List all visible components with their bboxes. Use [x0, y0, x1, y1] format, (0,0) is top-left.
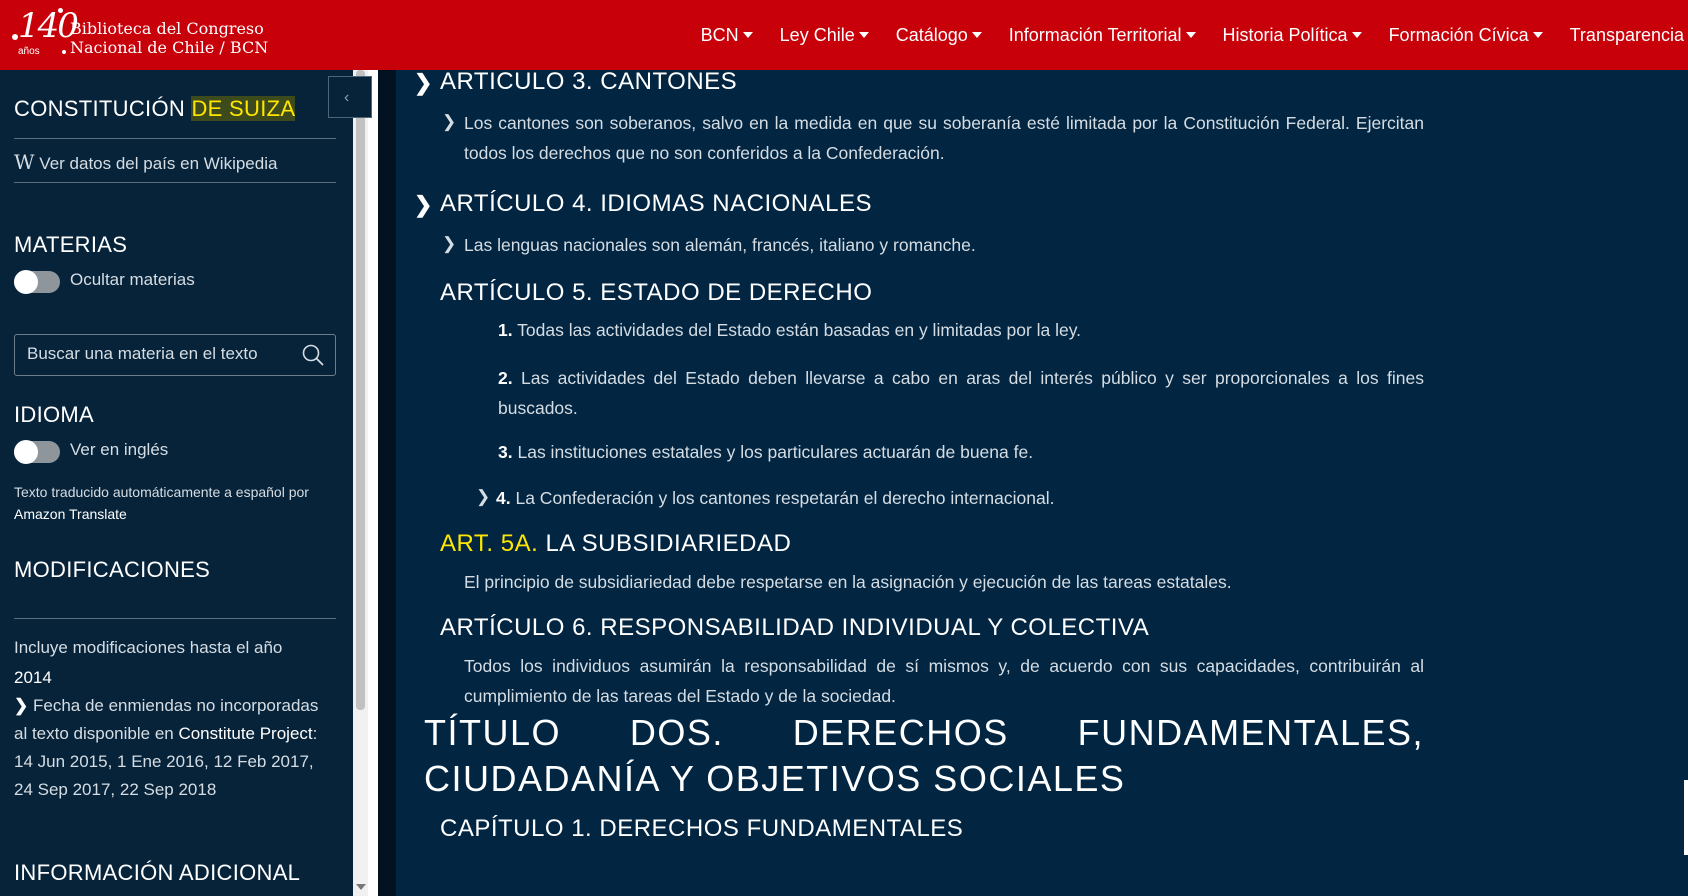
article-4-title: ARTÍCULO 4. IDIOMAS NACIONALES — [440, 190, 872, 217]
idioma-heading: IDIOMA — [14, 402, 95, 427]
site-header — [0, 0, 1688, 70]
mod-line3: al texto disponible en Constitute Project: — [14, 724, 318, 743]
ocultar-materias-toggle[interactable] — [14, 271, 60, 293]
caret-down-icon — [859, 32, 869, 38]
caret-down-icon — [1533, 32, 1543, 38]
nav-catalogo[interactable]: Catálogo — [896, 25, 982, 46]
nav-informacion-territorial[interactable]: Información Territorial — [1009, 25, 1196, 46]
title-highlight: DE SUIZA — [191, 96, 296, 121]
constitution-text — [396, 70, 1688, 896]
article-5-item: 2. Las actividades del Estado deben llevarse a cabo en aras del interés público y ser proporcionales a los fines buscados. — [498, 368, 1424, 418]
main-nav — [701, 0, 1688, 70]
caret-down-icon — [1186, 32, 1196, 38]
article-5a-title: ART. 5A. LA SUBSIDIARIEDAD — [440, 530, 792, 557]
mod-year: 2014 — [14, 668, 52, 687]
divider — [14, 182, 336, 183]
titulo-dos-heading: TÍTULO DOS. DERECHOS FUNDAMENTALES, CIUDADANÍA Y OBJETIVOS SOCIALES — [424, 712, 1424, 799]
modificaciones-heading: MODIFICACIONES — [14, 557, 211, 582]
sidebar — [0, 70, 353, 896]
toggle-knob — [14, 270, 38, 294]
article-5a-label: ART. 5A. — [440, 530, 539, 557]
article-3-title: ARTICULO 3. CANTONES — [440, 70, 738, 95]
article-5-item: 1. Todas las actividades del Estado están basadas en y limitadas por la ley. — [498, 320, 1082, 340]
sidebar-scrollbar[interactable] — [353, 70, 368, 896]
wikipedia-link[interactable]: W Ver datos del país en Wikipedia — [14, 150, 278, 174]
article-6-title: ARTÍCULO 6. RESPONSABILIDAD INDIVIDUAL Y COLECTIVA — [440, 614, 1150, 641]
translate-note: Texto traducido automáticamente a español por — [14, 484, 309, 500]
chevron-right-icon[interactable]: ❯ — [414, 192, 433, 217]
article-5a-text: El principio de subsidiariedad debe respetarse en la asignación y ejecución de las tareas estatales. — [464, 572, 1232, 592]
caret-down-icon — [743, 32, 753, 38]
article-5-item: 4. La Confederación y los cantones respetarán el derecho internacional. — [496, 488, 1055, 508]
wikipedia-icon: W — [14, 150, 35, 174]
logo-line1: Biblioteca del Congreso — [70, 19, 264, 38]
constitution-title: CONSTITUCIÓN DE SUIZA — [14, 96, 296, 121]
ocultar-materias-label: Ocultar materias — [70, 270, 195, 289]
divider — [14, 618, 336, 619]
scroll-down-arrow-icon[interactable] — [356, 884, 366, 890]
capitulo-1-heading: CAPÍTULO 1. DERECHOS FUNDAMENTALES — [440, 815, 964, 842]
nav-ley-chile[interactable]: Ley Chile — [780, 25, 869, 46]
materia-search-input[interactable] — [27, 344, 287, 364]
materias-heading: MATERIAS — [14, 232, 128, 257]
enmiendas-toggle[interactable]: ❯ Fecha de enmiendas no incorporadas — [14, 696, 319, 715]
info-adicional-heading: INFORMACIÓN ADICIONAL — [14, 860, 301, 885]
mod-dates1: 14 Jun 2015, 1 Ene 2016, 12 Feb 2017, — [14, 752, 314, 771]
logo-number: 140 — [18, 6, 77, 46]
caret-down-icon — [972, 32, 982, 38]
article-5-title: ARTÍCULO 5. ESTADO DE DERECHO — [440, 279, 873, 306]
logo-dot — [62, 50, 66, 54]
chevron-left-icon: ‹ — [344, 89, 350, 106]
materia-search — [14, 334, 336, 376]
nav-transparencia[interactable]: Transparencia — [1569, 24, 1684, 45]
bcn-logo[interactable] — [10, 4, 269, 64]
divider — [368, 70, 378, 896]
page-edge — [1684, 780, 1688, 855]
divider — [378, 70, 396, 896]
translate-provider: Amazon Translate — [14, 506, 127, 522]
article-5-item: 3. Las instituciones estatales y los particulares actuarán de buena fe. — [498, 442, 1034, 462]
mod-dates2: 24 Sep 2017, 22 Sep 2018 — [14, 780, 217, 799]
nav-bcn[interactable]: BCN — [701, 25, 753, 46]
chevron-right-icon[interactable]: ❯ — [476, 487, 491, 506]
caret-down-icon — [1352, 32, 1362, 38]
divider — [14, 138, 336, 139]
logo-line2: Nacional de Chile / BCN — [70, 38, 269, 57]
logo-years: años — [18, 46, 40, 57]
scrollbar-thumb[interactable] — [356, 70, 365, 710]
nav-formacion-civica[interactable]: Formación Cívica — [1389, 25, 1543, 46]
ver-en-ingles-toggle[interactable] — [14, 441, 60, 463]
chevron-right-icon[interactable]: ❯ — [442, 234, 457, 253]
article-6-text: Todos los individuos asumirán la responsabilidad de sí mismos y, de acuerdo con sus capacidades, contribuirán al cumplimiento de las tareas del Estado y de la sociedad. — [464, 656, 1424, 706]
chevron-right-icon[interactable]: ❯ — [442, 112, 457, 131]
mod-line1: Incluye modificaciones hasta el año — [14, 638, 283, 657]
collapse-sidebar-button[interactable] — [328, 76, 372, 118]
chevron-right-icon: ❯ — [14, 696, 29, 715]
article-3-text: Los cantones son soberanos, salvo en la medida en que su soberanía esté limitada por la Constitución Federal. Ejercitan todos los derechos que no son conferidos a la Confederación. — [464, 113, 1424, 163]
constitute-project-link[interactable]: Constitute Project — [178, 724, 313, 743]
nav-historia-politica[interactable]: Historia Política — [1223, 25, 1362, 46]
article-4-text: Las lenguas nacionales son alemán, francés, italiano y romanche. — [464, 235, 976, 255]
search-icon[interactable] — [301, 343, 325, 367]
ver-en-ingles-label: Ver en inglés — [70, 440, 169, 459]
toggle-knob — [14, 440, 38, 464]
chevron-right-icon[interactable]: ❯ — [414, 70, 433, 95]
